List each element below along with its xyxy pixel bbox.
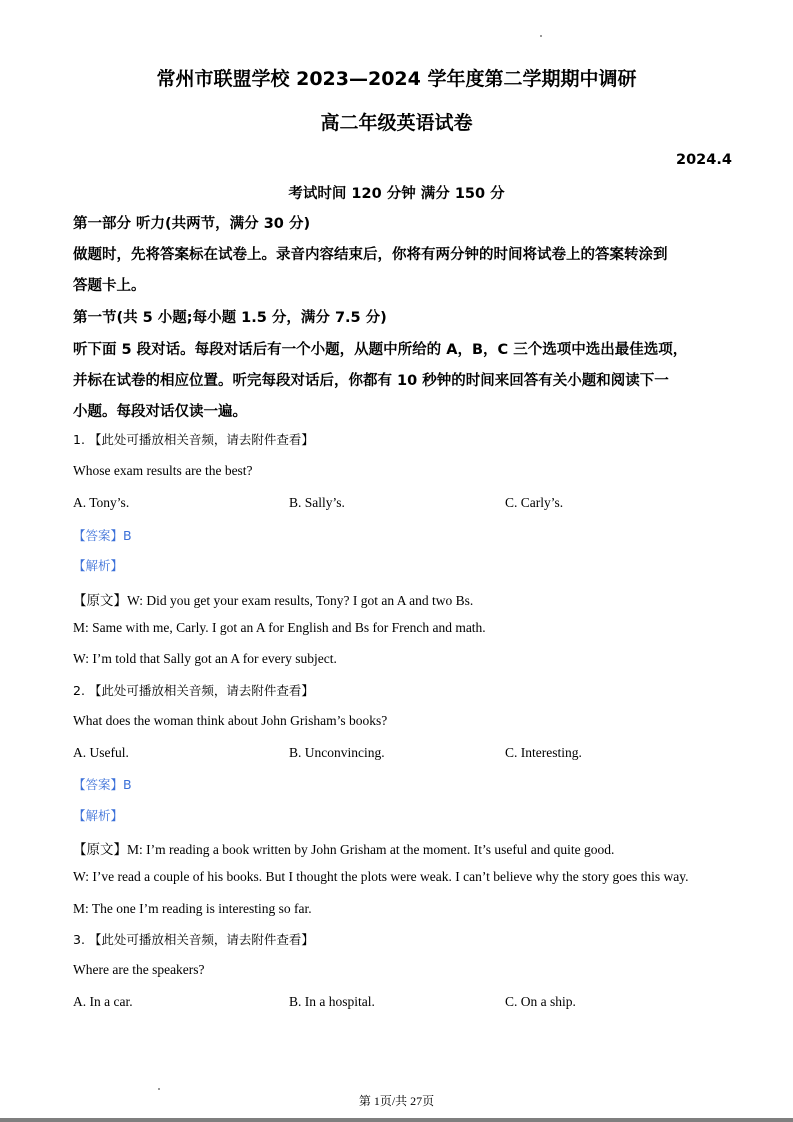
option-c: C. Carly’s. [505,495,564,510]
option-a: A. Useful. [73,745,129,760]
exam-date: 2024.4 [676,152,732,168]
section-instruction: 做题时，先将答案标在试卷上。录音内容结束后，你将有两分钟的时间将试卷上的答案转涂到 [73,247,668,263]
transcript-line: W: I’m told that Sally got an A for every subject. [73,651,337,666]
analysis-label: 【解析】 [73,808,124,823]
transcript-line: W: I’ve read a couple of his books. But I thought the plots were weak. I can’t believe why the story goes this way. [73,869,689,884]
section-heading: 第一部分 听力(共两节，满分 30 分) [73,216,311,232]
option-b: B. Unconvincing. [289,745,385,760]
question-header: 2. 【此处可播放相关音频，请去附件查看】 [73,683,314,698]
question-stem: Where are the speakers? [73,962,205,977]
transcript-line: 【原文】W: Did you get your exam results, Tony? I got an A and two Bs. [73,593,474,608]
transcript-line: M: Same with me, Carly. I got an A for English and Bs for French and math. [73,620,486,635]
option-c: C. On a ship. [505,994,576,1009]
part-instruction: 并标在试卷的相应位置。听完每段对话后，你都有 10 秒钟的时间来回答有关小题和阅读下一 [73,373,669,389]
answer-label: 【答案】B [73,777,132,792]
option-b: B. In a hospital. [289,994,375,1009]
option-b: B. Sally’s. [289,495,345,510]
option-a: A. Tony’s. [73,495,130,510]
exam-subtitle: 高二年级英语试卷 [320,112,473,134]
option-c: C. Interesting. [505,745,582,760]
scan-dot [540,35,542,37]
question-header: 1. 【此处可播放相关音频，请去附件查看】 [73,432,314,447]
analysis-label: 【解析】 [73,558,124,573]
bottom-border [0,1118,793,1122]
option-a: A. In a car. [73,994,133,1009]
transcript-line: 【原文】M: I’m reading a book written by John Grisham at the moment. It’s useful and quite good. [73,842,615,857]
page-number: 第 1页/共 27页 [358,1094,435,1108]
question-header: 3. 【此处可播放相关音频，请去附件查看】 [73,932,314,947]
exam-title: 常州市联盟学校 2023—2024 学年度第二学期期中调研 [156,68,637,90]
exam-info: 考试时间 120 分钟 满分 150 分 [288,186,505,202]
section-instruction: 答题卡上。 [73,278,146,294]
part-instruction: 听下面 5 段对话。每段对话后有一个小题，从题中所给的 A，B，C 三个选项中选出最佳选项， [73,342,688,358]
part-instruction: 小题。每段对话仅读一遍。 [73,404,247,420]
part-heading: 第一节(共 5 小题;每小题 1.5 分，满分 7.5 分) [73,310,387,326]
transcript-line: M: The one I’m reading is interesting so far. [73,901,312,916]
question-stem: What does the woman think about John Grisham’s books? [73,713,388,728]
scan-dot [158,1088,160,1090]
question-stem: Whose exam results are the best? [73,463,253,478]
answer-label: 【答案】B [73,528,132,543]
